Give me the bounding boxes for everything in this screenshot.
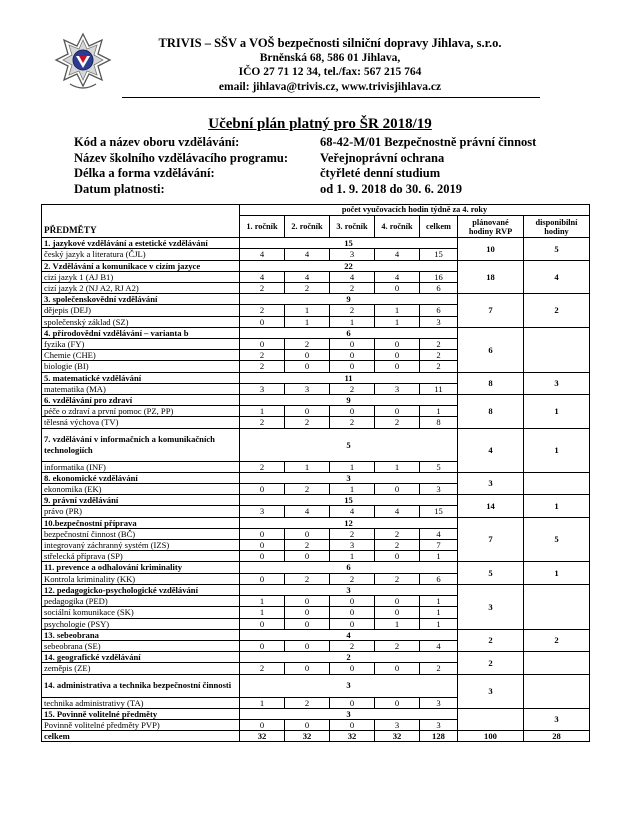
year-2-hours: 3 <box>285 383 330 394</box>
year-1-hours: 0 <box>240 618 285 629</box>
year-3-hours: 2 <box>330 640 375 651</box>
year-2-hours: 4 <box>285 271 330 282</box>
group-row <box>42 495 590 506</box>
year-2-hours: 2 <box>285 573 330 584</box>
group-name: 1. jazykové vzdělávání a estetické vzdělávání <box>42 238 240 249</box>
year-1-hours: 0 <box>240 540 285 551</box>
group-sum: 6 <box>240 327 458 338</box>
subject-total: 6 <box>420 305 458 316</box>
subject-total: 4 <box>420 528 458 539</box>
year-2-hours: 1 <box>285 461 330 472</box>
group-disponibilni-hours <box>524 584 590 629</box>
year-1-hours: 1 <box>240 697 285 708</box>
subject-total: 3 <box>420 697 458 708</box>
group-disponibilni-hours: 5 <box>524 517 590 562</box>
group-disponibilni-hours: 5 <box>524 238 590 260</box>
year-4-hours: 1 <box>375 305 420 316</box>
program-validity-row: Datum platnosti: od 1. 9. 2018 do 30. 6. 2019 <box>74 181 463 196</box>
col-year-3: 3. ročník <box>330 216 375 238</box>
group-name: 10.bezpečnostní příprava <box>42 517 240 528</box>
year-4-hours: 3 <box>375 719 420 730</box>
year-1-hours: 2 <box>240 361 285 372</box>
year-1-hours: 1 <box>240 406 285 417</box>
subject-total: 2 <box>420 339 458 350</box>
year-4-hours: 2 <box>375 528 420 539</box>
year-4-hours: 4 <box>375 271 420 282</box>
year-3-hours: 1 <box>330 484 375 495</box>
year-2-hours: 2 <box>285 283 330 294</box>
year-3-hours: 2 <box>330 528 375 539</box>
year-2-hours: 1 <box>285 305 330 316</box>
total-year-4: 32 <box>375 731 420 742</box>
school-street: Brněnská 68, 586 01 Jihlava, <box>259 51 401 64</box>
year-4-hours: 0 <box>375 607 420 618</box>
subject-total: 2 <box>420 361 458 372</box>
school-contact: email: jihlava@trivis.cz, www.trivisjihlava.cz <box>218 80 442 93</box>
group-row <box>42 238 590 249</box>
group-rvp-hours <box>458 708 524 730</box>
year-4-hours: 4 <box>375 249 420 260</box>
subject-total: 3 <box>420 316 458 327</box>
year-2-hours: 0 <box>285 361 330 372</box>
year-3-hours: 2 <box>330 383 375 394</box>
group-name: 6. vzdělávání pro zdraví <box>42 395 240 406</box>
total-year-3: 32 <box>330 731 375 742</box>
total-row <box>42 731 590 742</box>
group-sum: 5 <box>240 428 458 461</box>
group-row <box>42 584 590 595</box>
group-sum: 6 <box>240 562 458 573</box>
year-2-hours: 0 <box>285 663 330 674</box>
group-disponibilni-hours: 3 <box>524 372 590 394</box>
year-2-hours: 0 <box>285 719 330 730</box>
col-year-1: 1. ročník <box>240 216 285 238</box>
group-row <box>42 395 590 406</box>
col-rvp: plánované hodiny RVP <box>458 216 524 238</box>
group-row <box>42 652 590 663</box>
group-name: 3. společenskovědní vzdělávání <box>42 294 240 305</box>
group-row <box>42 674 590 697</box>
group-sum: 3 <box>240 472 458 483</box>
group-sum: 4 <box>240 629 458 640</box>
group-disponibilni-hours: 1 <box>524 562 590 584</box>
group-name: 12. pedagogicko-psychologické vzdělávání <box>42 584 240 595</box>
year-1-hours: 3 <box>240 506 285 517</box>
year-1-hours: 0 <box>240 640 285 651</box>
col-predmety: PŘEDMĚTY <box>42 205 240 238</box>
year-2-hours: 0 <box>285 618 330 629</box>
group-rvp-hours: 4 <box>458 428 524 472</box>
year-3-hours: 2 <box>330 417 375 428</box>
year-1-hours: 2 <box>240 461 285 472</box>
year-4-hours: 1 <box>375 316 420 327</box>
total-disponibilni: 28 <box>524 731 590 742</box>
school-ico-phone: IČO 27 71 12 34, tel./fax: 567 215 764 <box>238 66 422 78</box>
subject-name: tělesná výchova (TV) <box>42 417 240 428</box>
year-1-hours: 0 <box>240 528 285 539</box>
year-4-hours: 1 <box>375 618 420 629</box>
group-disponibilni-hours: 4 <box>524 260 590 294</box>
year-3-hours: 2 <box>330 573 375 584</box>
group-name: 9. právní vzdělávání <box>42 495 240 506</box>
year-4-hours: 0 <box>375 350 420 361</box>
group-rvp-hours: 6 <box>458 327 524 372</box>
subject-total: 11 <box>420 383 458 394</box>
group-rvp-hours: 8 <box>458 395 524 429</box>
group-name: 14. geografické vzdělávání <box>42 652 240 663</box>
group-name: 7. vzdělávání v informačních a komunikačních technologiích <box>42 428 240 461</box>
total-rvp: 100 <box>458 731 524 742</box>
group-disponibilni-hours: 2 <box>524 294 590 328</box>
year-1-hours: 0 <box>240 551 285 562</box>
col-disponibilni: disponibilní hodiny <box>524 216 590 238</box>
subject-name: Povinně volitelné předměty PVP) <box>42 719 240 730</box>
subject-name: střelecká příprava (SP) <box>42 551 240 562</box>
subject-total: 15 <box>420 506 458 517</box>
year-1-hours: 1 <box>240 596 285 607</box>
year-3-hours: 0 <box>330 361 375 372</box>
year-3-hours: 0 <box>330 406 375 417</box>
total-year-1: 32 <box>240 731 285 742</box>
year-2-hours: 4 <box>285 249 330 260</box>
subject-total: 1 <box>420 618 458 629</box>
year-3-hours: 0 <box>330 350 375 361</box>
group-row <box>42 629 590 640</box>
subject-name: český jazyk a literatura (ČJL) <box>42 249 240 260</box>
col-celkem: celkem <box>420 216 458 238</box>
year-3-hours: 2 <box>330 305 375 316</box>
subject-name: péče o zdraví a první pomoc (PZ, PP) <box>42 406 240 417</box>
group-name: 14. administrativa a technika bezpečnostní činnosti <box>42 674 240 697</box>
group-sum: 11 <box>240 372 458 383</box>
group-row <box>42 708 590 719</box>
year-2-hours: 2 <box>285 540 330 551</box>
year-1-hours: 0 <box>240 573 285 584</box>
program-length-row: Délka a forma vzdělávání: čtyřleté denní studium <box>74 166 441 180</box>
group-name: 13. sebeobrana <box>42 629 240 640</box>
year-2-hours: 2 <box>285 339 330 350</box>
year-4-hours: 0 <box>375 484 420 495</box>
group-disponibilni-hours: 1 <box>524 495 590 517</box>
group-name: 2. Vzdělávání a komunikace v cizím jazyce <box>42 260 240 271</box>
group-rvp-hours: 3 <box>458 674 524 708</box>
subject-total: 6 <box>420 573 458 584</box>
group-sum: 22 <box>240 260 458 271</box>
year-1-hours: 1 <box>240 607 285 618</box>
year-3-hours: 3 <box>330 249 375 260</box>
col-year-4: 4. ročník <box>375 216 420 238</box>
group-rvp-hours: 8 <box>458 372 524 394</box>
school-name: TRIVIS – SŠV a VOŠ bezpečnosti silniční dopravy Jihlava, s.r.o. <box>158 36 502 50</box>
program-name-row: Název školního vzdělávacího programu: Veřejnoprávní ochrana <box>74 150 445 165</box>
school-logo <box>54 32 112 96</box>
group-rvp-hours: 7 <box>458 517 524 562</box>
year-3-hours: 1 <box>330 461 375 472</box>
subject-total: 1 <box>420 607 458 618</box>
year-3-hours: 0 <box>330 607 375 618</box>
subject-total: 2 <box>420 350 458 361</box>
year-3-hours: 0 <box>330 339 375 350</box>
group-rvp-hours: 3 <box>458 584 524 629</box>
subject-name: technika administrativy (TA) <box>42 697 240 708</box>
header-divider <box>122 97 540 98</box>
subject-total: 1 <box>420 551 458 562</box>
group-rvp-hours: 10 <box>458 238 524 260</box>
year-1-hours: 0 <box>240 484 285 495</box>
year-4-hours: 2 <box>375 540 420 551</box>
year-2-hours: 0 <box>285 406 330 417</box>
subject-name: pedagogika (PED) <box>42 596 240 607</box>
year-1-hours: 4 <box>240 249 285 260</box>
year-4-hours: 2 <box>375 417 420 428</box>
year-1-hours: 2 <box>240 283 285 294</box>
subject-name: cizí jazyk 2 (NJ A2, RJ A2) <box>42 283 240 294</box>
group-rvp-hours: 18 <box>458 260 524 294</box>
group-sum: 9 <box>240 294 458 305</box>
group-row <box>42 260 590 271</box>
group-disponibilni-hours <box>524 472 590 494</box>
group-sum: 2 <box>240 652 458 663</box>
table-body <box>42 238 590 742</box>
group-sum: 15 <box>240 495 458 506</box>
year-3-hours: 3 <box>330 540 375 551</box>
subject-total: 7 <box>420 540 458 551</box>
group-row <box>42 372 590 383</box>
year-2-hours: 0 <box>285 607 330 618</box>
year-3-hours: 1 <box>330 551 375 562</box>
total-year-2: 32 <box>285 731 330 742</box>
curriculum-table <box>41 204 590 742</box>
year-4-hours: 0 <box>375 283 420 294</box>
year-1-hours: 3 <box>240 383 285 394</box>
year-2-hours: 1 <box>285 316 330 327</box>
document-title: Učební plán platný pro ŠR 2018/19 <box>208 116 432 132</box>
group-name: 15. Povinně volitelné předměty <box>42 708 240 719</box>
year-3-hours: 0 <box>330 618 375 629</box>
group-name: 8. ekonomické vzdělávání <box>42 472 240 483</box>
subject-total: 16 <box>420 271 458 282</box>
subject-total: 2 <box>420 663 458 674</box>
year-3-hours: 0 <box>330 663 375 674</box>
subject-name: fyzika (FY) <box>42 339 240 350</box>
year-4-hours: 3 <box>375 383 420 394</box>
subject-name: cizí jazyk 1 (AJ B1) <box>42 271 240 282</box>
year-1-hours: 2 <box>240 350 285 361</box>
table-header-row-1 <box>42 205 590 216</box>
group-name: 11. prevence a odhalování kriminality <box>42 562 240 573</box>
year-2-hours: 0 <box>285 551 330 562</box>
year-2-hours: 2 <box>285 417 330 428</box>
year-3-hours: 4 <box>330 271 375 282</box>
year-3-hours: 0 <box>330 697 375 708</box>
year-4-hours: 0 <box>375 697 420 708</box>
program-code-row: Kód a název oboru vzdělávání: 68-42-M/01 Bezpečnostně právní činnost <box>74 135 537 149</box>
group-rvp-hours: 5 <box>458 562 524 584</box>
group-row <box>42 517 590 528</box>
subject-name: matematika (MA) <box>42 383 240 394</box>
group-sum: 12 <box>240 517 458 528</box>
subject-total: 15 <box>420 249 458 260</box>
group-sum: 3 <box>240 674 458 697</box>
subject-name: dějepis (DEJ) <box>42 305 240 316</box>
total-label: celkem <box>42 731 240 742</box>
subject-total: 4 <box>420 640 458 651</box>
subject-name: zeměpis (ZE) <box>42 663 240 674</box>
subject-name: biologie (BI) <box>42 361 240 372</box>
group-disponibilni-hours: 3 <box>524 708 590 730</box>
subject-name: Kontrola kriminality (KK) <box>42 573 240 584</box>
year-4-hours: 4 <box>375 506 420 517</box>
group-row <box>42 472 590 483</box>
subject-name: informatika (INF) <box>42 461 240 472</box>
year-1-hours: 0 <box>240 719 285 730</box>
year-3-hours: 4 <box>330 506 375 517</box>
group-sum: 9 <box>240 395 458 406</box>
col-year-2: 2. ročník <box>285 216 330 238</box>
subject-total: 3 <box>420 484 458 495</box>
year-3-hours: 2 <box>330 283 375 294</box>
year-2-hours: 0 <box>285 596 330 607</box>
year-4-hours: 0 <box>375 361 420 372</box>
group-disponibilni-hours: 1 <box>524 428 590 472</box>
program-info <box>74 135 536 197</box>
group-sum: 15 <box>240 238 458 249</box>
subject-name: Chemie (CHE) <box>42 350 240 361</box>
subject-total: 1 <box>420 596 458 607</box>
subject-total: 8 <box>420 417 458 428</box>
group-rvp-hours: 14 <box>458 495 524 517</box>
subject-name: integrovaný záchranný systém (IZS) <box>42 540 240 551</box>
year-1-hours: 4 <box>240 271 285 282</box>
year-4-hours: 1 <box>375 461 420 472</box>
group-disponibilni-hours: 1 <box>524 395 590 429</box>
year-2-hours: 0 <box>285 528 330 539</box>
year-4-hours: 0 <box>375 406 420 417</box>
year-3-hours: 0 <box>330 719 375 730</box>
year-4-hours: 0 <box>375 551 420 562</box>
subject-name: společenský základ (SZ) <box>42 316 240 327</box>
group-rvp-hours: 3 <box>458 472 524 494</box>
subject-name: ekonomika (EK) <box>42 484 240 495</box>
subject-total: 5 <box>420 461 458 472</box>
year-4-hours: 0 <box>375 596 420 607</box>
subject-total: 1 <box>420 406 458 417</box>
year-4-hours: 0 <box>375 663 420 674</box>
group-row <box>42 562 590 573</box>
group-row <box>42 428 590 461</box>
group-disponibilni-hours: 2 <box>524 629 590 651</box>
group-rvp-hours: 7 <box>458 294 524 328</box>
subject-total: 3 <box>420 719 458 730</box>
school-header <box>120 36 540 94</box>
year-1-hours: 2 <box>240 305 285 316</box>
year-1-hours: 2 <box>240 663 285 674</box>
subject-name: bezpečnostní činnost (BČ) <box>42 528 240 539</box>
subject-name: právo (PR) <box>42 506 240 517</box>
year-1-hours: 0 <box>240 316 285 327</box>
year-2-hours: 0 <box>285 640 330 651</box>
subject-total: 6 <box>420 283 458 294</box>
year-2-hours: 2 <box>285 697 330 708</box>
subject-name: psychologie (PSY) <box>42 618 240 629</box>
group-name: 4. přírodovědní vzdělávání – varianta b <box>42 327 240 338</box>
col-group-hours: počet vyučovacích hodin týdně za 4. roky <box>240 205 590 216</box>
total-celkem: 128 <box>420 731 458 742</box>
year-3-hours: 0 <box>330 596 375 607</box>
year-4-hours: 2 <box>375 640 420 651</box>
group-name: 5. matematické vzdělávání <box>42 372 240 383</box>
group-disponibilni-hours <box>524 652 590 674</box>
year-2-hours: 2 <box>285 484 330 495</box>
subject-name: sebeobrana (SE) <box>42 640 240 651</box>
group-rvp-hours: 2 <box>458 629 524 651</box>
group-disponibilni-hours <box>524 674 590 708</box>
year-4-hours: 0 <box>375 339 420 350</box>
year-1-hours: 0 <box>240 339 285 350</box>
group-disponibilni-hours <box>524 327 590 372</box>
year-4-hours: 2 <box>375 573 420 584</box>
group-rvp-hours: 2 <box>458 652 524 674</box>
year-2-hours: 4 <box>285 506 330 517</box>
group-sum: 3 <box>240 584 458 595</box>
year-2-hours: 0 <box>285 350 330 361</box>
group-sum: 3 <box>240 708 458 719</box>
group-row <box>42 294 590 305</box>
year-3-hours: 1 <box>330 316 375 327</box>
year-1-hours: 2 <box>240 417 285 428</box>
group-row <box>42 327 590 338</box>
subject-name: sociální komunikace (SK) <box>42 607 240 618</box>
